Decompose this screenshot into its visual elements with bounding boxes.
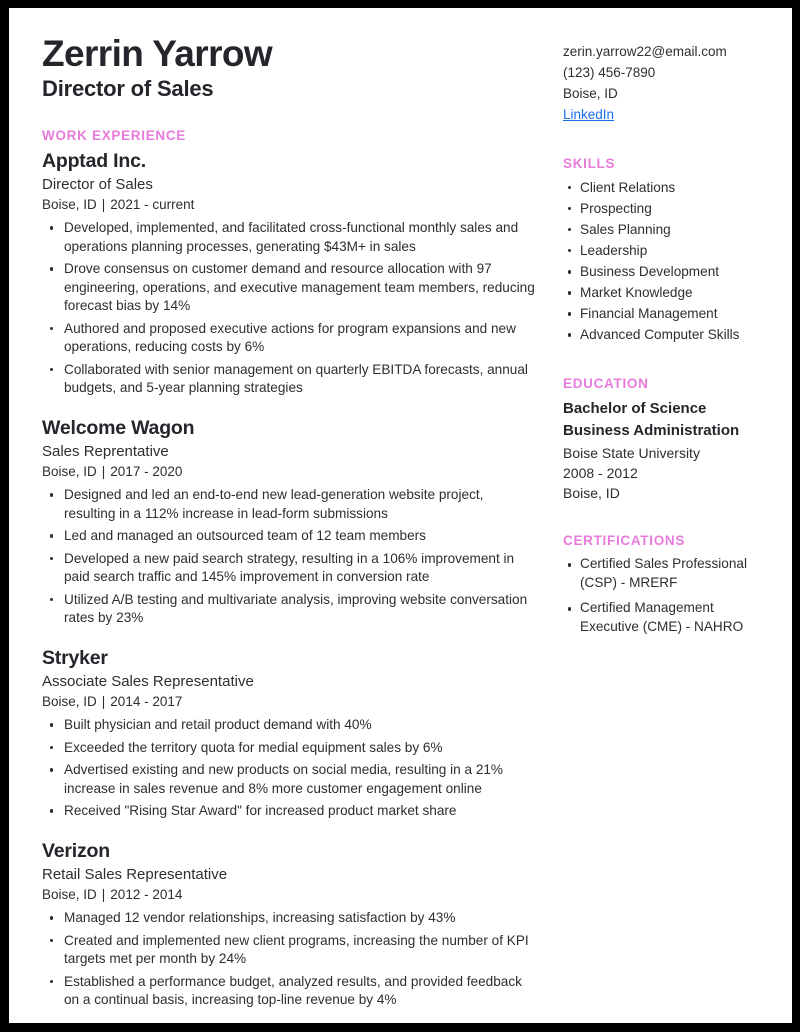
job-title: Director of Sales <box>42 176 153 194</box>
skill-item: Advanced Computer Skills <box>563 325 762 345</box>
job-bullet: Designed and led an end-to-end new lead-generation website project, resulting in a 112% increase in lead-form submissions <box>42 486 535 523</box>
job-location: Boise, ID <box>42 887 97 903</box>
job-bullet: Built physician and retail product demand with 40% <box>42 716 535 734</box>
job-bullet: Created and implemented new client programs, increasing the number of KPI targets met per month by 24% <box>42 932 535 969</box>
resume-main-column <box>42 34 547 1014</box>
job-bullet: Led and managed an outsourced team of 12 team members <box>42 527 535 545</box>
skills-list <box>563 178 762 346</box>
job-bullet: Established a performance budget, analyzed results, and provided feedback on a continual basis, increasing top-line revenue by 4% <box>42 973 535 1010</box>
job-company: Welcome Wagon <box>42 416 195 439</box>
skill-item: Business Development <box>563 262 762 282</box>
job-bullets <box>42 909 535 1009</box>
skill-item: Leadership <box>563 241 762 261</box>
job-title: Sales Reprentative <box>42 443 169 461</box>
job-dates: 2017 - 2020 <box>110 464 183 480</box>
job-meta <box>42 693 535 712</box>
education-field: Business Administration <box>563 422 740 440</box>
certifications-heading: CERTIFICATIONS <box>563 533 686 549</box>
job-bullet: Developed a new paid search strategy, resulting in a 106% improvement in paid search traffic and 145% improvement in conversion rate <box>42 550 535 587</box>
job-bullet: Advertised existing and new products on social media, resulting in a 21% increase in sales revenue and 8% more customer engagement online <box>42 761 535 798</box>
education-heading: EDUCATION <box>563 375 649 391</box>
education-degree: Bachelor of Science <box>563 399 707 417</box>
contact-block <box>563 34 762 126</box>
resume-page <box>9 8 792 1023</box>
job-bullet: Managed 12 vendor relationships, increasing satisfaction by 43% <box>42 909 535 927</box>
job-bullet: Developed, implemented, and facilitated cross-functional monthly sales and operations planning processes, generating $43M+ in sales <box>42 219 535 256</box>
job-bullet: Authored and proposed executive actions for program expansions and new operations, reducing costs by 6% <box>42 320 535 357</box>
skill-item: Financial Management <box>563 304 762 324</box>
job-location: Boise, ID <box>42 197 97 213</box>
job-title: Associate Sales Representative <box>42 673 254 691</box>
education-school: Boise State University <box>563 444 700 461</box>
job-company: Apptad Inc. <box>42 149 146 172</box>
candidate-headline: Director of Sales <box>42 76 214 102</box>
job-bullet: Received "Rising Star Award" for increased product market share <box>42 802 535 820</box>
job-meta-separator: | <box>101 694 106 710</box>
skill-item: Client Relations <box>563 178 762 198</box>
job-bullets <box>42 716 535 820</box>
job-meta <box>42 886 535 905</box>
work-experience-list <box>42 150 535 1010</box>
skill-item: Market Knowledge <box>563 283 762 303</box>
job-bullet: Collaborated with senior management on quarterly EBITDA forecasts, annual budgets, and 5-year planning strategies <box>42 361 535 398</box>
certifications-list <box>563 555 762 636</box>
job-entry <box>42 840 535 1010</box>
job-location: Boise, ID <box>42 464 97 480</box>
job-title: Retail Sales Representative <box>42 866 228 883</box>
job-meta <box>42 196 535 215</box>
job-meta-separator: | <box>101 464 106 480</box>
job-bullet: Exceeded the territory quota for medial equipment sales by 6% <box>42 739 535 757</box>
job-meta <box>42 463 535 482</box>
job-dates: 2021 - current <box>110 197 195 213</box>
job-dates: 2012 - 2014 <box>110 887 183 903</box>
certification-item: Certified Sales Professional (CSP) - MRERF <box>563 555 762 592</box>
education-location: Boise, ID <box>563 485 620 502</box>
education-dates: 2008 - 2012 <box>563 464 638 481</box>
contact-phone: (123) 456-7890 <box>563 64 656 80</box>
contact-email: zerin.yarrow22@email.com <box>563 44 727 59</box>
skill-item: Sales Planning <box>563 220 762 240</box>
resume-sidebar <box>547 34 762 643</box>
job-bullets <box>42 219 535 397</box>
candidate-name: Zerrin Yarrow <box>42 33 273 74</box>
job-meta-separator: | <box>101 887 106 903</box>
skill-item: Prospecting <box>563 199 762 219</box>
skills-heading: SKILLS <box>563 155 616 171</box>
contact-location: Boise, ID <box>563 85 618 101</box>
linkedin-link[interactable]: LinkedIn <box>563 106 615 122</box>
job-meta-separator: | <box>101 197 106 213</box>
job-bullet: Drove consensus on customer demand and resource allocation with 97 engineering, operations, and executive management team members, reducing forecast bias by 14% <box>42 260 535 315</box>
job-company: Verizon <box>42 839 110 862</box>
job-location: Boise, ID <box>42 694 97 710</box>
education-entry <box>563 398 762 504</box>
certification-item: Certified Management Executive (CME) - NAHRO <box>563 599 762 636</box>
job-entry <box>42 150 535 398</box>
job-company: Stryker <box>42 646 108 669</box>
job-dates: 2014 - 2017 <box>110 694 183 710</box>
job-bullet: Utilized A/B testing and multivariate analysis, improving website conversation rates by 23% <box>42 591 535 628</box>
resume-header <box>42 34 535 102</box>
job-entry <box>42 647 535 821</box>
job-entry <box>42 417 535 628</box>
job-bullets <box>42 486 535 627</box>
work-experience-heading: WORK EXPERIENCE <box>42 127 187 143</box>
